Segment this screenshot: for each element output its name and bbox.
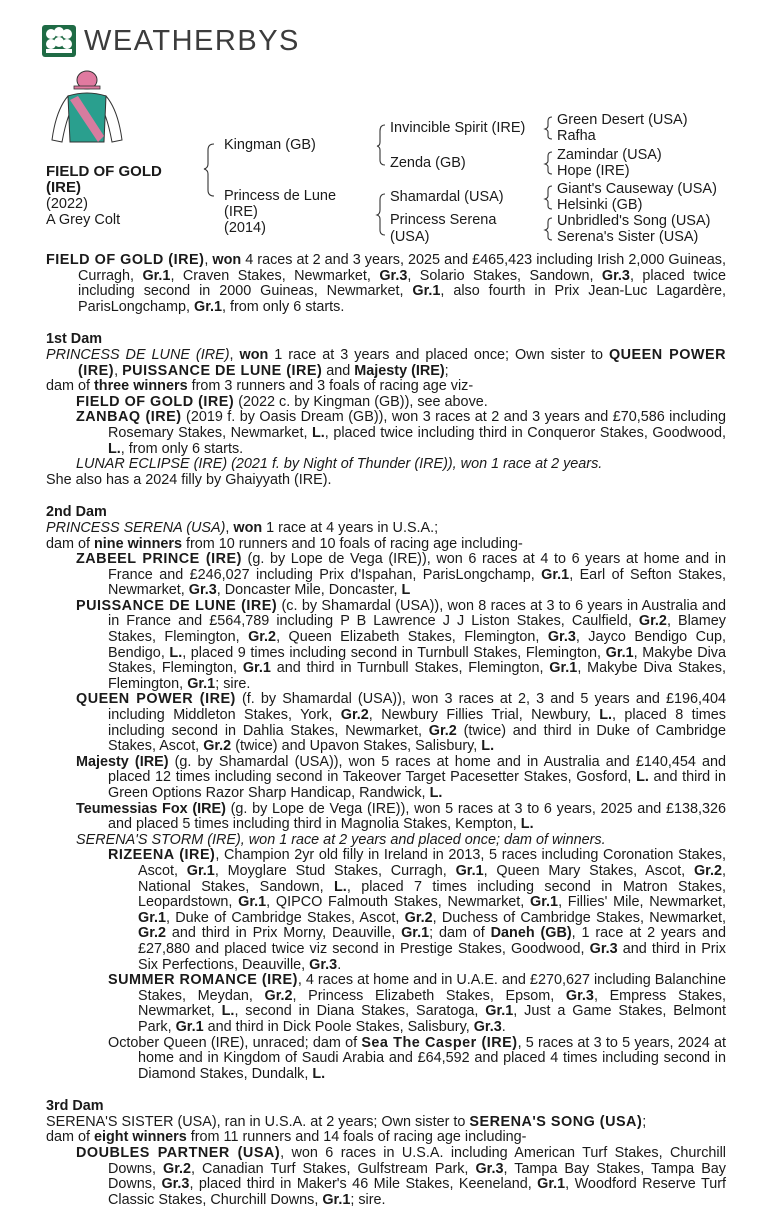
list-item: She also has a 2024 filly by Ghaiyyath (IRE). bbox=[46, 471, 332, 488]
pedigree-dsd: Helsinki (GB) bbox=[557, 197, 643, 213]
list-item: SERENA'S STORM (IRE), won 1 race at 2 years and placed once; dam of winners. bbox=[76, 831, 606, 848]
pedigree-dam-suffix: (IRE) bbox=[224, 204, 258, 220]
first-dam-produce-summary: dam of three winners from 3 runners and 3 foals of racing age viz- bbox=[46, 378, 474, 395]
pedigree-sire-dam: Zenda (GB) bbox=[390, 155, 466, 171]
pedigree-dss: Giant's Causeway (USA) bbox=[557, 181, 717, 197]
pedigree-dds: Unbridled's Song (USA) bbox=[557, 213, 711, 229]
list-item: Majesty (IRE) (g. by Shamardal (USA)), won 5 races at home and in Australia and £140,454 and placed 12 times including second in Takeover Target Pacesetter Stakes, Gosford, L. and third in Green Options Razor Sharp Handicap, Randwick, L. bbox=[76, 753, 726, 801]
pedigree-ddd: Serena's Sister (USA) bbox=[557, 229, 699, 245]
pedigree-sdd: Hope (IRE) bbox=[557, 163, 630, 179]
list-item: PUISSANCE DE LUNE (IRE) (c. by Shamardal (USA)), won 8 races at 3 to 6 years in Australia and in France and £564,789 including P B Lawrence J J Liston Stakes, Caulfield, Gr.2, Blamey Stakes, Flemington, Gr.2, Queen Elizabeth Stakes, Flemington, Gr.3, Jayco Bendigo Cup, Bendigo, L., placed 9 times including second in Turnbull Stakes, Flemington, Gr.1, Makybe Diva Stakes, Flemington, Gr.1 and third in Turnbull Stakes, Flemington, Gr.1, Makybe Diva Stakes, Flemington, Gr.1; sire. bbox=[76, 597, 727, 692]
pedigree-dam-dam: Princess Serena bbox=[390, 212, 497, 228]
pedigree-ssd: Rafha bbox=[557, 128, 596, 144]
horse-name: FIELD OF GOLD bbox=[46, 163, 162, 180]
second-dam-heading: 2nd Dam bbox=[46, 504, 107, 521]
pedigree-sire-sire: Invincible Spirit (IRE) bbox=[390, 120, 526, 136]
second-dam-produce-summary: dam of nine winners from 10 runners and 10 foals of racing age including- bbox=[46, 535, 523, 552]
pedigree-dam-dam-suffix: (USA) bbox=[390, 229, 430, 245]
horse-year: (2022) bbox=[46, 196, 88, 212]
list-item: QUEEN POWER (IRE) (f. by Shamardal (USA)), won 3 races at 2, 3 and 5 years and £196,404 including Middleton Stakes, York, Gr.2, Newbury Fillies Trial, Newbury, L., placed 8 times including second in Dahlia Stakes, Newmarket, Gr.2 (twice) and third in Duke of Cambridge Stakes, Ascot, Gr.2 (twice) and Upavon Stakes, Salisbury, L. bbox=[76, 691, 727, 755]
pedigree-sds: Zamindar (USA) bbox=[557, 147, 662, 163]
horse-description: A Grey Colt bbox=[46, 212, 121, 228]
list-item: SUMMER ROMANCE (IRE), 4 races at home and in U.A.E. and £270,627 including Balanchine Stakes, Meydan, Gr.2, Princess Elizabeth Stakes, Epsom, Gr.3, Empress Stakes, Newmarket, L., second in Diana Stakes, Saratoga, Gr.1, Just a Game Stakes, Belmont Park, Gr.1 and third in Dick Poole Stakes, Salisbury, Gr.3. bbox=[108, 972, 727, 1035]
list-item: RIZEENA (IRE), Champion 2yr old filly in Ireland in 2013, 5 races including Coronation Stakes, Ascot, Gr.1, Moyglare Stud Stakes, Curragh, Gr.1, Queen Mary Stakes, Ascot, Gr.2, National Stakes, Sandown, L., placed 7 times including second in Matron Stakes, Leopardstown, Gr.1, QIPCO Falmouth Stakes, Newmarket, Gr.1, Fillies' Mile, Newmarket, Gr.1, Duke of Cambridge Stakes, Ascot, Gr.2, Duchess of Cambridge Stakes, Newmarket, Gr.2 and third in Prix Morny, Deauville, Gr.1; dam of Daneh (GB), 1 race at 2 years and £27,880 and placed twice viz second in Prestige Stakes, Goodwood, Gr.3 and third in Prix Six Perfections, Deauville, Gr.3. bbox=[108, 847, 727, 973]
list-item: October Queen (IRE), unraced; dam of Sea The Casper (IRE), 5 races at 3 to 5 years, 2024 at home and in Kingdom of Saudi Arabia and £64,592 and placed 4 times including second in Diamond Stakes, Dundalk, L. bbox=[108, 1034, 726, 1082]
first-dam-record: PRINCESS DE LUNE (IRE), won 1 race at 3 years and placed once; Own sister to QUEEN POWER (IRE), PUISSANCE DE LUNE (IRE) and Majesty (IRE); bbox=[46, 346, 727, 379]
list-item: ZANBAQ (IRE) (2019 f. by Oasis Dream (GB)), won 3 races at 2 and 3 years and £70,586 including Rosemary Stakes, Newmarket, L., placed twice including third in Conqueror Stakes, Goodwood, L., from only 6 starts. bbox=[76, 409, 726, 457]
first-dam-heading: 1st Dam bbox=[46, 331, 102, 348]
list-item: Teumessias Fox (IRE) (g. by Lope de Vega (IRE)), won 5 races at 3 to 6 years, 2025 and £138,326 and placed 5 times including third in Magnolia Stakes, Kempton, L. bbox=[76, 800, 726, 833]
third-dam-produce-summary: dam of eight winners from 11 runners and 14 foals of racing age including- bbox=[46, 1129, 527, 1146]
list-item: DOUBLES PARTNER (USA), won 6 races in U.S.A. including American Turf Stakes, Churchill Downs, Gr.2, Canadian Turf Stakes, Gulfstream Park, Gr.3, Tampa Bay Stakes, Tampa Bay Downs, Gr.3, placed third in Maker's 46 Mile Stakes, Keeneland, Gr.1, Woodford Reserve Turf Classic Stakes, Churchill Downs, Gr.1; sire. bbox=[76, 1145, 727, 1208]
third-dam-heading: 3rd Dam bbox=[46, 1098, 104, 1115]
list-item: ZABEEL PRINCE (IRE) (g. by Lope de Vega (IRE)), won 6 races at 4 to 6 years at home and in France and £246,027 including Prix d'Ispahan, ParisLongchamp, Gr.1, Earl of Sefton Stakes, Newmarket, Gr.3, Doncaster Mile, Doncaster, L bbox=[76, 551, 726, 599]
pedigree-dam: Princess de Lune bbox=[224, 188, 337, 204]
brand-name: WEATHERBYS bbox=[84, 24, 300, 57]
horse-record: FIELD OF GOLD (IRE), won 4 races at 2 and 3 years, 2025 and £465,423 including Irish 2,000 Guineas, Curragh, Gr.1, Craven Stakes, Newmarket, Gr.3, Solario Stakes, Sandown, Gr.3, placed twice including second in 2000 Guineas, Newmarket, Gr.1, also fourth in Prix Jean-Luc Lagardère, ParisLongchamp, Gr.1, from only 6 starts. bbox=[46, 252, 727, 315]
pedigree-sss: Green Desert (USA) bbox=[557, 112, 688, 128]
third-dam-record: SERENA'S SISTER (USA), ran in U.S.A. at 2 years; Own sister to SERENA'S SONG (USA); bbox=[46, 1113, 647, 1130]
list-item: FIELD OF GOLD (IRE) (2022 c. by Kingman (GB)), see above. bbox=[76, 393, 488, 410]
second-dam-record: PRINCESS SERENA (USA), won 1 race at 4 years in U.S.A.; bbox=[46, 519, 439, 536]
catalogue-page bbox=[46, 253, 726, 1208]
horse-suffix: (IRE) bbox=[46, 179, 81, 196]
pedigree-sire: Kingman (GB) bbox=[224, 137, 316, 153]
list-item: LUNAR ECLIPSE (IRE) (2021 f. by Night of Thunder (IRE)), won 1 race at 2 years. bbox=[76, 456, 603, 473]
pedigree-dam-sire: Shamardal (USA) bbox=[390, 189, 504, 205]
pedigree-dam-year: (2014) bbox=[224, 220, 266, 236]
